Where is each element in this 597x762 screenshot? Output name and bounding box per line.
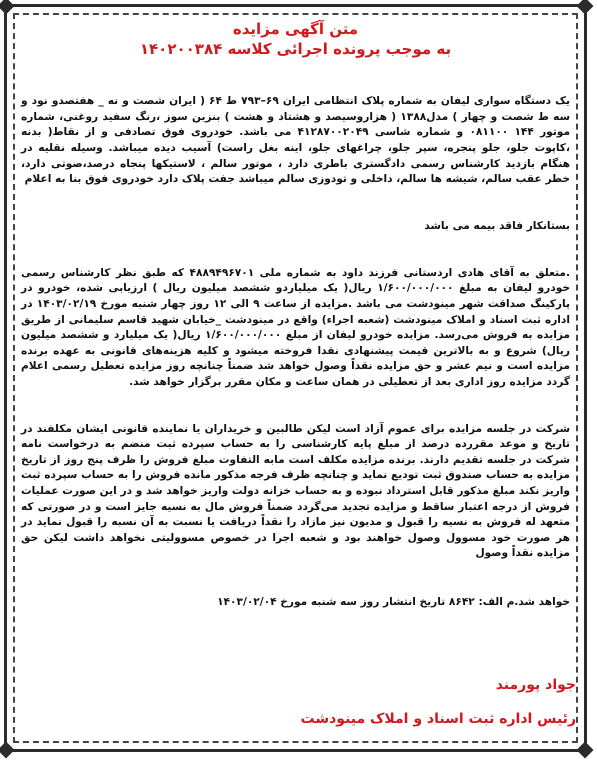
notice-content [17, 19, 571, 737]
auction-details: .متعلق به آقای هادی اردستانی فرزند داود به شماره ملی ۴۸۸۹۴۹۶۷۰۱ که طبق نظر کارشناس رسمی خودرو لیفان به مبلغ ۱/۶۰۰/۰۰۰/۰۰۰ ریال( یک میلیاردو ششصد میلیون ریال ) ارزیابی شده، خودرو در پارکینگ صداقت شهر مینودشت می باشد .مزایده از ساعت ۹ الی ۱۲ روز چهار شنبه مورخ ۱۴۰۳/۰۲/۱۹ در اداره ثبت اسناد و املاک مینودشت (شعبه اجراء) واقع در مینودشت _خیابان شهید قاسم سلیمانی از طریق مزایده به فروش می‌رسد. مزایده خودرو لیفان از مبلغ ۱/۶۰۰/۰۰۰/۰۰۰ ریال( یک میلیارد و ششصد میلیون ریال) شروع و به بالاترین قیمت پیشنهادی نقدا فروخته میشود و کلیه هزینه‌های قانونی به عهده برنده مزایده است و نیم عشر و حق مزایده نقداً وصول خواهد شد ضمناً چنانچه روز مزایده تعطیل رسمی اعلام گردد مزایده روز اداری بعد از تعطیلی در همان ساعت و مکان مقرر برگزار خواهد شد. [17, 266, 570, 388]
auction-terms: شرکت در جلسه مزایده برای عموم آزاد است لیکن طالبین و خریداران یا نماینده قانونی ایشان مکلفند در تاریخ و موعد مقررده درصد از مبلغ پایه کارشناسی را به حساب سپرده ثبت منضم به درخواست نامه شرکت در جلسه تقدیم دارند. برنده مزایده مکلف است مابه التفاوت مبلغ فروش را ظرف پنج روز از تاریخ مزایده به حساب صندوق ثبت تودیع نماید و چنانچه ظرف فرجه مذکور مانده فروش را به حساب سپرده ثبت واریز نکند مبلغ مذکور قابل استرداد نبوده و به حساب خزانه دولت واریز خواهد شد و در این صورت عملیات فروش از درجه اعتبار ساقط و مزایده تجدید می‌گردد ضمناً فروش مال به نسیه جایز است و در صورتی که متعهد له فروش به نسیه را قبول و مدیون نیز مازاد را نقداً دریافت یا نسبت به آن نسبه را قبول نماید در هر صورت خود مسوول وصول خواهند بود و شعبه اجرا در خصوص مسوولیتی نخواهد داشت لیکن حق مزایده نقداً وصول [17, 422, 570, 560]
corner-ornament [577, 742, 594, 759]
signatory-name: جواد پورمند [495, 677, 576, 693]
notice-title: متن آگهی مزایده [232, 20, 359, 38]
signatory-title: رئیس اداره ثبت اسناد و املاک مینودشت [300, 711, 576, 727]
notice-frame [4, 4, 587, 752]
publication-info: خواهد شد.م الف: ۸۶۴۲ تاریخ انتشار روز سه شنبه مورخ ۱۴۰۳/۰۲/۰۴ [217, 596, 570, 609]
insurance-note: بستانکار فاقد بیمه می باشد [424, 219, 570, 232]
vehicle-description: یک دستگاه سواری لیفان به شماره پلاک انتظامی ایران ۶۹–۷۹۳ ط ۶۴ ( ایران شصت و نه _ هفتصدو نود و سه ط شصت و چهار ) مدل۱۳۸۸ ( هزاروسیصد و هشتاد و هشت ) بنزین سوز ،رنگ سفید روغنی، شماره موتور ۱۴۴ ۰۸۱۱۰۰ و شماره شاسی ۴۱۲۸۷۰۰۲۰۴۹ می باشد. خودروی فوق تصادفی و از نقاط( بدنه ،کاپوت جلو، جلو پنجره، سپر جلو، چراغهای جلو، اینه بغل راست) آسیب دیده میباشد. وسیله نقلیه در هنگام بازدید کارشناس رسمی دادگستری باطری دارد ، موتور سالم ، لاستیکها پنجاه درصد،صوتی دارد، خطر عقب سالم، شیشه ها سالم، داخلی و تودوزی سالم میباشد جفت پلاک دارد خودروی فوق بنا به اعلام [17, 95, 571, 186]
corner-ornament [0, 742, 14, 759]
corner-ornament [577, 0, 594, 14]
notice-subtitle: به موجب پرونده اجرائی کلاسه ۱۴۰۲۰۰۳۸۴ [139, 40, 452, 58]
notice-body [17, 63, 571, 593]
